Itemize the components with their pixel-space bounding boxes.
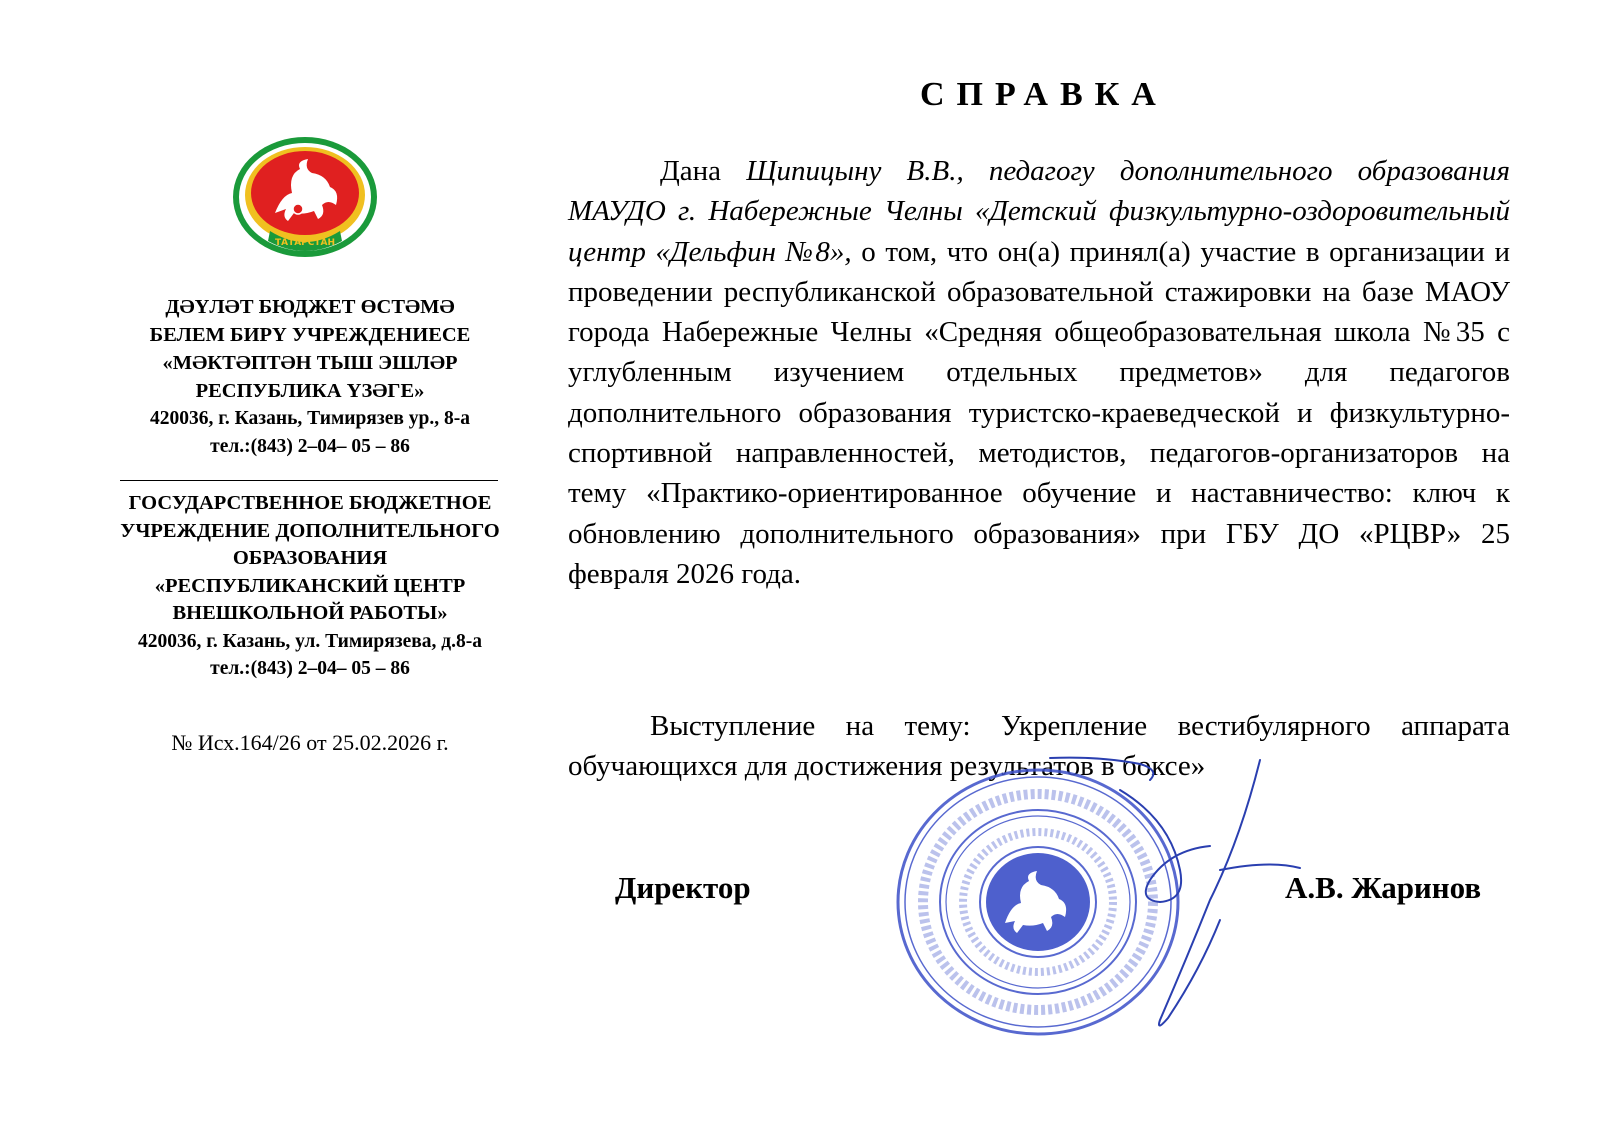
letterhead-russian-line: УЧРЕЖДЕНИЕ ДОПОЛНИТЕЛЬНОГО <box>120 519 500 542</box>
tatarstan-coat-of-arms-icon <box>230 135 380 261</box>
letterhead-tatar <box>80 293 540 461</box>
handwritten-signature-icon <box>1010 750 1310 1040</box>
signature-position: Директор <box>615 870 751 905</box>
emblem-label: ТАТАРСТАН <box>274 238 336 248</box>
body-recipient: Щипицыну В.В., педагогу дополнительного образования МАУДО г. Набережные Челны «Детский физкультурно-оздоровительный центр «Дельфин №8», <box>568 155 1511 268</box>
letterhead-russian-line: ГОСУДАРСТВЕННОЕ БЮДЖЕТНОЕ <box>128 492 492 514</box>
speech-topic: Выступление на тему: Укрепление вестибулярного аппарата обучающихся для достижения результатов в боксе» <box>568 710 1510 782</box>
body-text: о том, что он(а) принял(а) участие в организации и проведении республиканской образовательной стажировки на базе МАОУ города Набережные Челны «Средняя общеобразовательная школа №35 с углубленным изучением отдельных предметов» для педагогов дополнительного образования туристско-краеведческой и физкультурно-спортивной направленностей, методистов, педагогов-организаторов на тему «Практико-ориентированное обучение и наставничество: ключ к обновлению дополнительного образования» при ГБУ ДО «РЦВР» 25 февраля 2026 года. <box>568 235 1510 590</box>
letterhead-russian-line: ВНЕШКОЛЬНОЙ РАБОТЫ» <box>172 602 448 624</box>
letterhead-russian-phone: тел.:(843) 2–04– 05 – 86 <box>210 658 410 679</box>
letterhead-russian-line: «РЕСПУБЛИКАНСКИЙ ЦЕНТР <box>154 574 466 597</box>
letterhead-tatar-address: 420036, г. Казань, Тимирязев ур., 8-а <box>150 408 470 429</box>
body-lead: Дана <box>660 155 747 187</box>
letterhead-tatar-phone: тел.:(843) 2–04– 05 – 86 <box>210 436 410 457</box>
outgoing-number: № Исх.164/26 от 25.02.2026 г. <box>171 730 449 755</box>
letterhead-russian-line: ОБРАЗОВАНИЯ <box>232 547 388 569</box>
document-body <box>568 151 1510 594</box>
letterhead-russian-address: 420036, г. Казань, ул. Тимирязева, д.8-а <box>137 630 483 652</box>
letterhead-tatar-line: БЕЛЕМ БИРҮ УЧРЕЖДЕНИЕСЕ <box>149 324 471 346</box>
letterhead-russian <box>80 490 540 683</box>
letterhead-tatar-line: ДӘҮЛӘТ БЮДЖЕТ ӨСТӘМӘ <box>165 296 455 318</box>
letterhead-tatar-line: «МӘКТӘПТӘН ТЫШ ЭШЛӘР <box>162 352 458 374</box>
document-title: СПРАВКА <box>920 76 1168 113</box>
signature-name: А.В. Жаринов <box>1285 870 1482 905</box>
letterhead-divider <box>120 480 498 481</box>
letterhead-tatar-line: РЕСПУБЛИКА ҮЗӘГЕ» <box>195 380 425 402</box>
